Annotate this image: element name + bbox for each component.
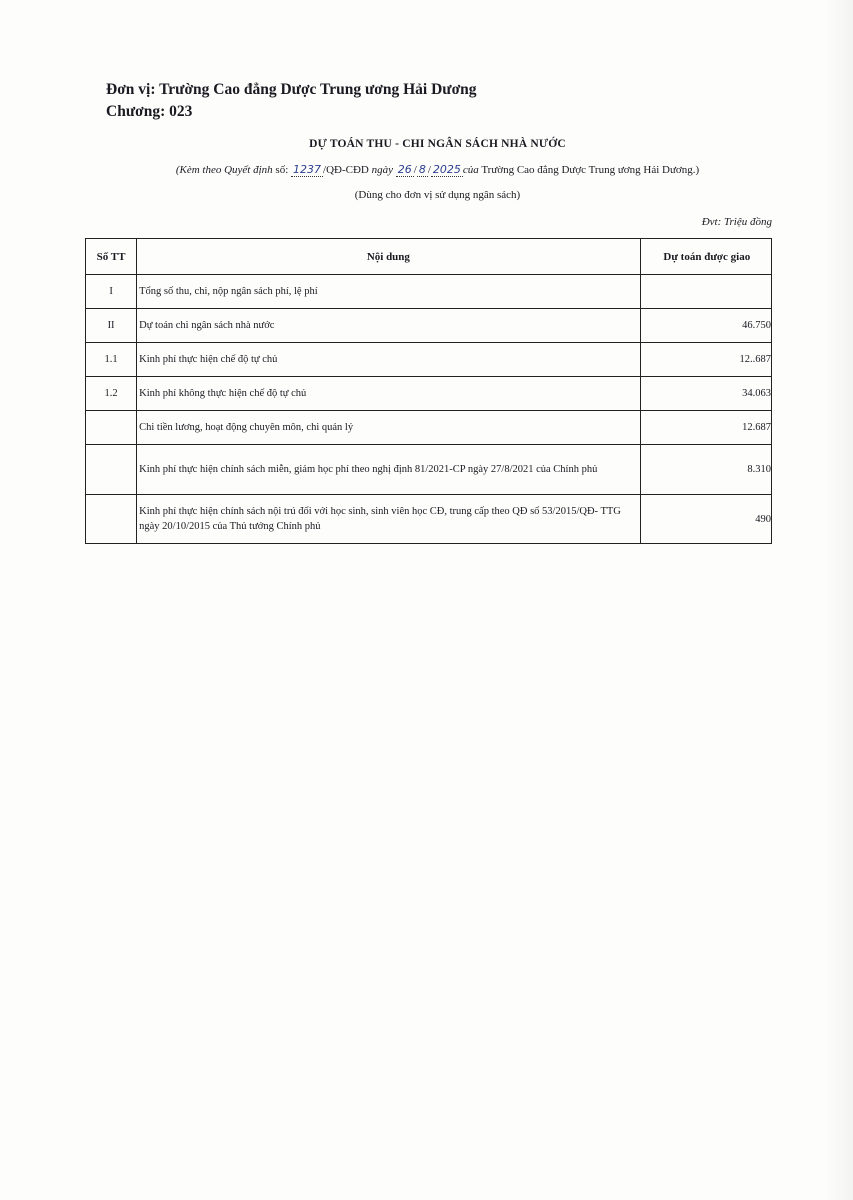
table-row bbox=[86, 495, 772, 544]
row-content: Dự toán chi ngân sách nhà nước bbox=[137, 309, 640, 343]
row-content: Kinh phí thực hiện chính sách miễn, giảm học phí theo nghị định 81/2021-CP ngày 27/8/2021 của Chính phủ bbox=[137, 445, 640, 495]
row-content: Chi tiền lương, hoạt động chuyên môn, chi quản lý bbox=[137, 411, 640, 445]
usage-note: (Dùng cho đơn vị sử dụng ngân sách) bbox=[354, 189, 521, 201]
row-stt bbox=[86, 495, 137, 544]
decision-month: 8 bbox=[418, 163, 426, 176]
row-stt: I bbox=[86, 275, 137, 309]
table-row bbox=[86, 343, 772, 377]
attached-so: số: bbox=[272, 164, 292, 176]
decision-code: /QĐ-CĐD bbox=[323, 164, 372, 176]
attached-suffix: Trường Cao đẳng Dược Trung ương Hải Dương.) bbox=[478, 164, 700, 176]
row-amount: 12.687 bbox=[640, 411, 771, 445]
table-row bbox=[86, 275, 772, 309]
row-amount: 34.063 bbox=[640, 377, 771, 411]
row-amount: 8.310 bbox=[640, 445, 771, 495]
decision-reference: (Kèm theo Quyết định số: 1237 /QĐ-CĐD ngày 26 / 8 / 2025 của Trường Cao đẳng Dược Trung ương Hải Dương.) bbox=[175, 163, 700, 176]
document-title: DỰ TOÁN THU - CHI NGÂN SÁCH NHÀ NƯỚC bbox=[309, 138, 566, 150]
decision-day: 26 bbox=[397, 163, 412, 176]
row-stt bbox=[86, 411, 137, 445]
row-stt bbox=[86, 445, 137, 495]
row-content: Tổng số thu, chi, nộp ngân sách phí, lệ phí bbox=[137, 275, 640, 309]
table-row bbox=[86, 445, 772, 495]
row-content: Kinh phí thực hiện chính sách nội trú đối với học sinh, sinh viên học CĐ, trung cấp theo QĐ số 53/2015/QĐ- TTG ngày 20/10/2015 của Thủ tướng Chính phủ bbox=[137, 495, 640, 544]
header-content: Nội dung bbox=[137, 239, 640, 275]
table-row bbox=[86, 377, 772, 411]
row-amount: 46.750 bbox=[640, 309, 771, 343]
budget-table bbox=[85, 238, 772, 544]
table-header-row bbox=[86, 239, 772, 275]
header-amount: Dự toán được giao bbox=[640, 239, 771, 275]
table-row bbox=[86, 309, 772, 343]
date-label: ngày bbox=[371, 164, 396, 176]
unit-label: Đvt: Triệu đồng bbox=[701, 216, 772, 228]
row-amount: 12..687 bbox=[640, 343, 771, 377]
organization-name: Đơn vị: Trường Cao đẳng Dược Trung ương Hải Dương bbox=[106, 81, 477, 98]
row-amount bbox=[640, 275, 771, 309]
header-stt: Số TT bbox=[86, 239, 137, 275]
row-content: Kinh phí thực hiện chế độ tự chủ bbox=[137, 343, 640, 377]
decision-year: 2025 bbox=[432, 163, 461, 176]
attached-suffix-italic: của bbox=[462, 164, 479, 176]
row-amount: 490 bbox=[640, 495, 771, 544]
row-stt: 1.1 bbox=[86, 343, 137, 377]
decision-number: 1237 bbox=[293, 163, 322, 176]
chapter-code: Chương: 023 bbox=[106, 103, 193, 120]
attached-prefix: (Kèm theo Quyết định bbox=[175, 164, 273, 176]
row-stt: 1.2 bbox=[86, 377, 137, 411]
row-content: Kinh phí không thực hiện chế độ tự chủ bbox=[137, 377, 640, 411]
row-stt: II bbox=[86, 309, 137, 343]
scan-shadow bbox=[823, 0, 853, 1200]
table-row bbox=[86, 411, 772, 445]
